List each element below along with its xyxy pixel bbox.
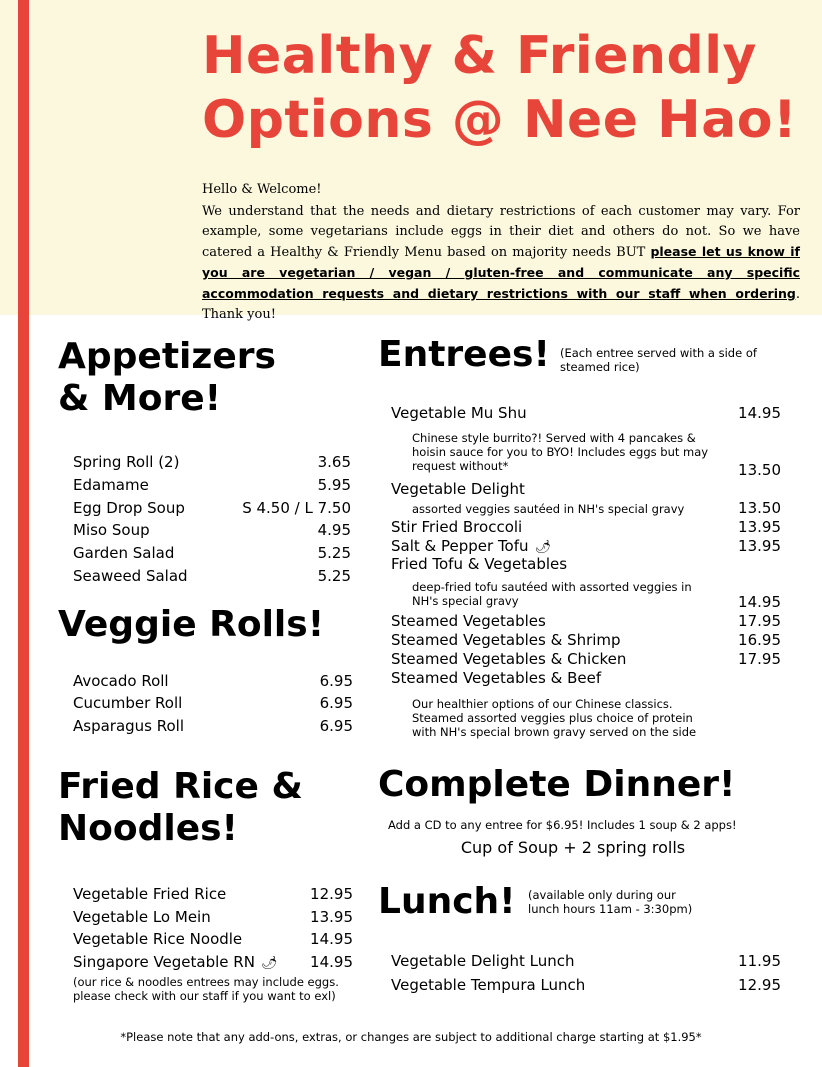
item-name: Garden Salad bbox=[73, 544, 175, 562]
item-price: 17.95 bbox=[738, 650, 781, 668]
item-price: 4.95 bbox=[317, 521, 351, 539]
item-price: 13.50 bbox=[738, 499, 781, 517]
item-name: Miso Soup bbox=[73, 521, 150, 539]
item-name: Edamame bbox=[73, 476, 149, 494]
item-name bbox=[73, 952, 277, 974]
title-line-2: Options @ Nee Hao! bbox=[202, 90, 798, 150]
item-name: Egg Drop Soup bbox=[73, 499, 185, 517]
item-price: 13.95 bbox=[738, 518, 781, 536]
item-name: Stir Fried Broccoli bbox=[391, 518, 523, 536]
item-description: Chinese style burrito?! Served with 4 pancakes & hoisin sauce for you to BYO! Includes eggs but may request without* bbox=[412, 431, 709, 473]
item-name: Vegetable Lo Mein bbox=[73, 908, 211, 926]
item-name: Seaweed Salad bbox=[73, 567, 188, 585]
intro-paragraph bbox=[202, 202, 800, 325]
item-price: 6.95 bbox=[319, 694, 353, 712]
item-price: S 4.50 / L 7.50 bbox=[242, 499, 351, 517]
veggie-rolls-title: Veggie Rolls! bbox=[58, 604, 325, 645]
footer-note: *Please note that any add-ons, extras, or changes are subject to additional charge starting at $1.95* bbox=[120, 1030, 702, 1044]
item-price: 11.95 bbox=[738, 952, 781, 970]
item-price: 13.95 bbox=[310, 908, 353, 926]
item-name-text: Singapore Vegetable RN bbox=[73, 953, 255, 971]
item-description: deep-fried tofu sautéed with assorted veggies in NH's special gravy bbox=[412, 580, 692, 608]
item-price: 17.95 bbox=[738, 612, 781, 630]
chili-pepper-icon: 🌶 bbox=[534, 540, 552, 555]
lunch-subtitle: (available only during our lunch hours 11am - 3:30pm) bbox=[528, 888, 693, 916]
item-description: Our healthier options of our Chinese classics. Steamed assorted veggies plus choice of protein with NH's special brown gravy served on the side bbox=[412, 697, 697, 739]
item-name: Avocado Roll bbox=[73, 672, 169, 690]
item-price: 14.95 bbox=[738, 593, 781, 611]
fried-rice-note: (our rice & noodles entrees may include eggs. please check with our staff if you want to exl) bbox=[73, 975, 339, 1003]
item-price: 16.95 bbox=[738, 631, 781, 649]
chili-pepper-icon: 🌶 bbox=[260, 956, 278, 971]
item-price: 13.50 bbox=[738, 461, 781, 479]
item-price: 13.95 bbox=[738, 537, 781, 555]
fried-rice-title-line-1: Fried Rice & bbox=[58, 766, 303, 807]
item-price: 6.95 bbox=[319, 672, 353, 690]
item-name: Cucumber Roll bbox=[73, 694, 183, 712]
lunch-title: Lunch! bbox=[378, 881, 516, 922]
item-name: Fried Tofu & Vegetables bbox=[391, 555, 568, 573]
intro-text: We understand that the needs and dietary restrictions of each customer may vary. For example, some vegetarians include eggs in their diet and others do not. So we have catered a Healthy & Friendly Menu based on majority needs BUT bbox=[202, 204, 800, 260]
item-price: 12.95 bbox=[310, 885, 353, 903]
intro-block bbox=[202, 180, 800, 325]
greeting: Hello & Welcome! bbox=[202, 182, 322, 197]
item-price: 5.25 bbox=[317, 567, 351, 585]
intro-end: . Thank you! bbox=[202, 287, 800, 322]
item-name: Vegetable Rice Noodle bbox=[73, 930, 243, 948]
item-price: 14.95 bbox=[310, 953, 353, 971]
entrees-subtitle: (Each entree served with a side of steamed rice) bbox=[560, 346, 757, 374]
item-price: 14.95 bbox=[310, 930, 353, 948]
item-name: Spring Roll (2) bbox=[73, 453, 180, 471]
item-price: 5.95 bbox=[317, 476, 351, 494]
item-name-text: Salt & Pepper Tofu bbox=[391, 537, 529, 555]
appetizers-title-line-2: & More! bbox=[58, 378, 222, 419]
item-description: assorted veggies sautéed in NH's special gravy bbox=[412, 502, 685, 516]
item-name: Steamed Vegetables & Beef bbox=[391, 669, 602, 687]
item-name: Steamed Vegetables & Shrimp bbox=[391, 631, 621, 649]
page-title bbox=[202, 24, 812, 152]
item-name: Steamed Vegetables bbox=[391, 612, 546, 630]
item-price: 3.65 bbox=[317, 453, 351, 471]
fried-rice-title bbox=[58, 766, 303, 850]
red-side-bar bbox=[18, 0, 29, 1067]
complete-dinner-combo: Cup of Soup + 2 spring rolls bbox=[460, 838, 686, 857]
item-price: 12.95 bbox=[738, 976, 781, 994]
fried-rice-title-line-2: Noodles! bbox=[58, 808, 238, 849]
item-price: 6.95 bbox=[319, 717, 353, 735]
item-name: Vegetable Delight Lunch bbox=[391, 952, 575, 970]
item-price: 5.25 bbox=[317, 544, 351, 562]
entrees-title: Entrees! bbox=[378, 334, 550, 375]
item-name: Vegetable Mu Shu bbox=[391, 404, 527, 422]
title-line-1: Healthy & Friendly bbox=[202, 26, 757, 86]
item-name: Asparagus Roll bbox=[73, 717, 185, 735]
complete-dinner-desc: Add a CD to any entree for $6.95! Includes 1 soup & 2 apps! bbox=[388, 818, 737, 832]
item-name: Vegetable Tempura Lunch bbox=[391, 976, 586, 994]
appetizers-title-line-1: Appetizers bbox=[58, 336, 276, 377]
intro-emphasis: please let us know if you are vegetarian / vegan / gluten-free and communicate any specific accommodation requests and dietary restrictions with our staff when ordering bbox=[202, 244, 801, 301]
item-name: Steamed Vegetables & Chicken bbox=[391, 650, 627, 668]
complete-dinner-title: Complete Dinner! bbox=[378, 764, 736, 805]
item-name: Vegetable Delight bbox=[391, 480, 525, 498]
item-name: Vegetable Fried Rice bbox=[73, 885, 227, 903]
appetizers-title bbox=[58, 336, 276, 420]
item-price: 14.95 bbox=[738, 404, 781, 422]
